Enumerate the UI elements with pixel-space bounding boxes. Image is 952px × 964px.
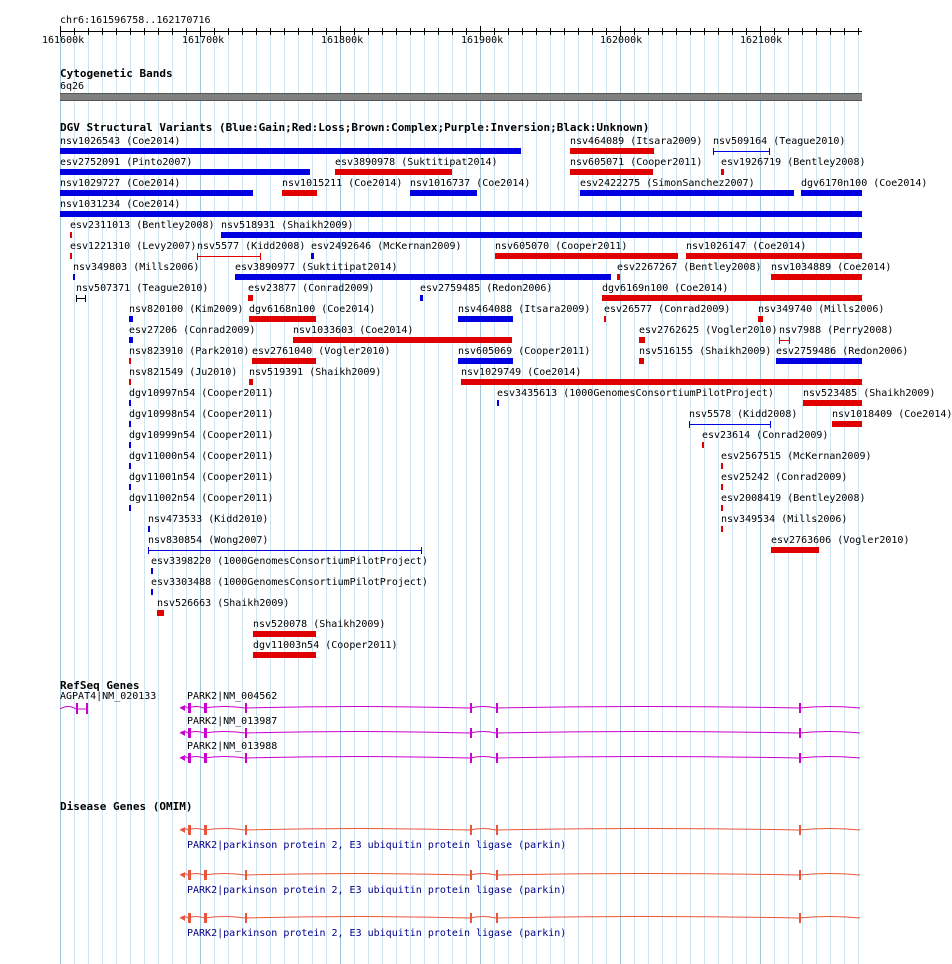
dgv-feature-label[interactable]: nsv1033603 (Coe2014) [293,325,414,336]
dgv-feature-label[interactable]: nsv1029749 (Coe2014) [461,367,582,378]
dgv-feature-label[interactable]: nsv1016737 (Coe2014) [410,178,531,189]
dgv-feature-bar[interactable] [721,505,723,511]
dgv-feature-label[interactable]: esv2762625 (Vogler2010) [639,325,778,336]
dgv-feature-label[interactable]: nsv830854 (Wong2007) [148,535,269,546]
dgv-feature-bar[interactable] [248,295,253,301]
dgv-feature-label[interactable]: nsv1029727 (Coe2014) [60,178,181,189]
gene-model[interactable] [0,912,890,924]
refseq-gene-label[interactable]: PARK2|NM_013988 [187,741,278,752]
dgv-feature-label[interactable]: esv23877 (Conrad2009) [248,283,375,294]
dgv-feature-bar[interactable] [639,358,644,364]
dgv-feature-label[interactable]: nsv7988 (Perry2008) [779,325,894,336]
dgv-feature-bar[interactable] [60,211,862,217]
dgv-feature-bar[interactable] [602,295,862,301]
dgv-feature-bar[interactable] [60,190,253,196]
dgv-feature-label[interactable]: nsv605070 (Cooper2011) [495,241,628,252]
ruler-tick-label: 161600k [42,35,85,46]
dgv-feature-bar[interactable] [495,253,678,259]
dgv-feature-bar[interactable] [771,547,819,553]
dgv-feature-label[interactable]: dgv11000n54 (Cooper2011) [129,451,274,462]
dgv-feature-bar[interactable] [60,148,521,154]
dgv-feature-bar[interactable] [129,484,131,490]
dgv-feature-label[interactable]: esv2492646 (McKernan2009) [311,241,462,252]
dgv-feature-label[interactable]: nsv1034889 (Coe2014) [771,262,892,273]
dgv-feature-label[interactable]: nsv1015211 (Coe2014) [282,178,403,189]
dgv-feature-bar[interactable] [151,589,153,595]
dgv-feature-label[interactable]: dgv10997n54 (Cooper2011) [129,388,274,399]
dgv-feature-bar[interactable] [249,316,316,322]
dgv-feature-label[interactable]: nsv1026543 (Coe2014) [60,136,181,147]
dgv-feature-label[interactable]: nsv349534 (Mills2006) [721,514,848,525]
dgv-feature-bar[interactable] [129,316,133,322]
dgv-feature-bar[interactable] [458,316,513,322]
refseq-gene-label[interactable]: AGPAT4|NM_020133 [60,691,157,702]
dgv-feature-label[interactable]: nsv464088 (Itsara2009) [458,304,591,315]
dgv-feature-bar[interactable] [129,337,133,343]
dgv-feature-bar[interactable] [758,316,763,322]
dgv-feature-bar[interactable] [249,379,253,385]
dgv-feature-bar[interactable] [293,337,512,343]
dgv-feature-label[interactable]: dgv6168n100 (Coe2014) [249,304,376,315]
dgv-feature-label[interactable]: esv2763606 (Vogler2010) [771,535,910,546]
dgv-feature-bar[interactable] [282,190,317,196]
gene-model[interactable] [0,752,890,764]
dgv-feature-bar[interactable] [702,442,704,448]
dgv-feature-label[interactable]: nsv526663 (Shaikh2009) [157,598,290,609]
dgv-feature-bar[interactable] [832,421,862,427]
dgv-feature-label[interactable]: dgv11003n54 (Cooper2011) [253,640,398,651]
dgv-feature-bar[interactable] [253,631,316,637]
dgv-track-title: DGV Structural Variants (Blue:Gain;Red:Loss;Brown:Complex;Purple:Inversion;Black:Unknown) [60,121,650,134]
ruler-tick-label: 161800k [321,35,364,46]
dgv-feature-span[interactable] [689,420,772,428]
refseq-gene-label[interactable]: PARK2|NM_004562 [187,691,278,702]
gene-model[interactable] [0,727,890,739]
ruler-location: chr6:161596758..162170716 [60,15,211,26]
dgv-feature-bar[interactable] [570,169,653,175]
dgv-feature-label[interactable]: nsv820100 (Kim2009) [129,304,244,315]
refseq-gene-label[interactable]: PARK2|NM_013987 [187,716,278,727]
dgv-feature-bar[interactable] [686,253,862,259]
cytoband-track-title: Cytogenetic Bands [60,67,173,80]
ruler-tick-label: 162100k [740,35,783,46]
dgv-feature-bar[interactable] [604,316,606,322]
dgv-feature-label[interactable]: dgv11002n54 (Cooper2011) [129,493,274,504]
dgv-feature-span[interactable] [713,147,771,155]
dgv-feature-label[interactable]: nsv823910 (Park2010) [129,346,250,357]
dgv-feature-label[interactable]: esv26577 (Conrad2009) [604,304,731,315]
dgv-feature-label[interactable]: nsv516155 (Shaikh2009) [639,346,772,357]
dgv-feature-label[interactable]: esv3890978 (Suktitipat2014) [335,157,498,168]
dgv-feature-label[interactable]: esv3398220 (1000GenomesConsortiumPilotProject) [151,556,428,567]
dgv-feature-bar[interactable] [771,274,862,280]
dgv-feature-label[interactable]: nsv1018409 (Coe2014) [832,409,952,420]
dgv-feature-bar[interactable] [70,253,72,259]
dgv-feature-label[interactable]: esv2752091 (Pinto2007) [60,157,193,168]
omim-gene-label[interactable]: PARK2|parkinson protein 2, E3 ubiquitin protein ligase (parkin) [187,928,567,939]
dgv-feature-label[interactable]: esv2422275 (SimonSanchez2007) [580,178,755,189]
dgv-feature-label[interactable]: esv1221310 (Levy2007) [70,241,197,252]
dgv-feature-label[interactable]: nsv605069 (Cooper2011) [458,346,591,357]
dgv-feature-bar[interactable] [776,358,862,364]
dgv-feature-label[interactable]: esv3303488 (1000GenomesConsortiumPilotProject) [151,577,428,588]
dgv-feature-bar[interactable] [721,484,723,490]
dgv-feature-bar[interactable] [335,169,452,175]
dgv-feature-label[interactable]: nsv464089 (Itsara2009) [570,136,703,147]
dgv-feature-span[interactable] [197,252,262,260]
ruler-tick-label: 162000k [600,35,643,46]
cytoband-bar[interactable] [60,93,862,101]
dgv-feature-bar[interactable] [235,274,611,280]
dgv-feature-label[interactable]: esv2567515 (McKernan2009) [721,451,872,462]
dgv-feature-bar[interactable] [129,505,131,511]
omim-gene-label[interactable]: PARK2|parkinson protein 2, E3 ubiquitin protein ligase (parkin) [187,840,567,851]
dgv-feature-label[interactable]: nsv1031234 (Coe2014) [60,199,181,210]
dgv-feature-bar[interactable] [461,379,862,385]
dgv-feature-label[interactable]: nsv518931 (Shaikh2009) [221,220,354,231]
dgv-feature-bar[interactable] [70,232,72,238]
cytoband-label: 6q26 [60,81,85,92]
dgv-feature-label[interactable]: nsv1026147 (Coe2014) [686,241,807,252]
dgv-feature-bar[interactable] [129,421,131,427]
dgv-feature-bar[interactable] [497,400,499,406]
gene-model[interactable] [0,824,890,836]
dgv-feature-span[interactable] [148,546,423,554]
dgv-feature-span[interactable] [779,336,791,344]
dgv-feature-bar[interactable] [801,190,862,196]
dgv-feature-label[interactable]: dgv6169n100 (Coe2014) [602,283,729,294]
ruler-tick-label: 161700k [182,35,225,46]
dgv-feature-bar[interactable] [221,232,862,238]
dgv-feature-bar[interactable] [458,358,513,364]
dgv-feature-bar[interactable] [639,337,645,343]
dgv-feature-label[interactable]: esv3435613 (1000GenomesConsortiumPilotProject) [497,388,774,399]
dgv-feature-bar[interactable] [151,568,153,574]
dgv-feature-label[interactable]: nsv519391 (Shaikh2009) [249,367,382,378]
dgv-feature-label[interactable]: esv2759486 (Redon2006) [776,346,909,357]
dgv-feature-label[interactable]: esv3890977 (Suktitipat2014) [235,262,398,273]
omim-gene-label[interactable]: PARK2|parkinson protein 2, E3 ubiquitin protein ligase (parkin) [187,885,567,896]
dgv-feature-label[interactable]: nsv520078 (Shaikh2009) [253,619,386,630]
dgv-feature-label[interactable]: esv25242 (Conrad2009) [721,472,848,483]
refseq-track-title: RefSeq Genes [60,679,140,692]
dgv-feature-bar[interactable] [420,295,423,301]
dgv-feature-label[interactable]: nsv821549 (Ju2010) [129,367,238,378]
gene-model[interactable] [0,869,890,881]
dgv-feature-bar[interactable] [129,463,131,469]
dgv-feature-label[interactable]: nsv349740 (Mills2006) [758,304,885,315]
dgv-feature-bar[interactable] [721,463,723,469]
dgv-feature-label[interactable]: esv27206 (Conrad2009) [129,325,256,336]
dgv-feature-bar[interactable] [129,442,131,448]
dgv-feature-label[interactable]: nsv5577 (Kidd2008) [197,241,306,252]
dgv-feature-label[interactable]: esv23614 (Conrad2009) [702,430,829,441]
dgv-feature-bar[interactable] [311,253,314,259]
ruler-tick-label: 161900k [461,35,504,46]
dgv-feature-bar[interactable] [721,526,723,532]
dgv-feature-bar[interactable] [252,358,316,364]
dgv-feature-label[interactable]: nsv605071 (Cooper2011) [570,157,703,168]
dgv-feature-label[interactable]: esv2008419 (Bentley2008) [721,493,866,504]
dgv-feature-label[interactable]: esv2761040 (Vogler2010) [252,346,391,357]
dgv-feature-bar[interactable] [570,148,654,154]
dgv-feature-label[interactable]: dgv10998n54 (Cooper2011) [129,409,274,420]
dgv-feature-label[interactable]: nsv523485 (Shaikh2009) [803,388,936,399]
omim-track-title: Disease Genes (OMIM) [60,800,193,813]
dgv-feature-label[interactable]: dgv11001n54 (Cooper2011) [129,472,274,483]
dgv-feature-bar[interactable] [129,400,131,406]
dgv-feature-label[interactable]: dgv6170n100 (Coe2014) [801,178,928,189]
dgv-feature-bar[interactable] [803,400,862,406]
dgv-feature-label[interactable]: esv2311013 (Bentley2008) [70,220,215,231]
dgv-feature-label[interactable]: nsv509164 (Teague2010) [713,136,846,147]
dgv-feature-label[interactable]: nsv5578 (Kidd2008) [689,409,798,420]
dgv-feature-bar[interactable] [253,652,316,658]
dgv-feature-label[interactable]: esv2759485 (Redon2006) [420,283,553,294]
dgv-feature-bar[interactable] [60,169,310,175]
dgv-feature-bar[interactable] [129,358,131,364]
dgv-feature-bar[interactable] [580,190,794,196]
dgv-feature-bar[interactable] [410,190,477,196]
dgv-feature-label[interactable]: nsv349803 (Mills2006) [73,262,200,273]
dgv-feature-span[interactable] [76,294,87,302]
dgv-feature-label[interactable]: esv1926719 (Bentley2008) [721,157,866,168]
gene-model[interactable] [0,702,890,714]
dgv-feature-bar[interactable] [721,169,724,175]
dgv-feature-label[interactable]: nsv507371 (Teague2010) [76,283,209,294]
dgv-feature-label[interactable]: dgv10999n54 (Cooper2011) [129,430,274,441]
dgv-feature-bar[interactable] [617,274,620,280]
dgv-feature-label[interactable]: nsv473533 (Kidd2010) [148,514,269,525]
dgv-feature-bar[interactable] [148,526,150,532]
dgv-feature-bar[interactable] [129,379,131,385]
dgv-feature-label[interactable]: esv2267267 (Bentley2008) [617,262,762,273]
dgv-feature-bar[interactable] [157,610,164,616]
dgv-feature-bar[interactable] [73,274,75,280]
